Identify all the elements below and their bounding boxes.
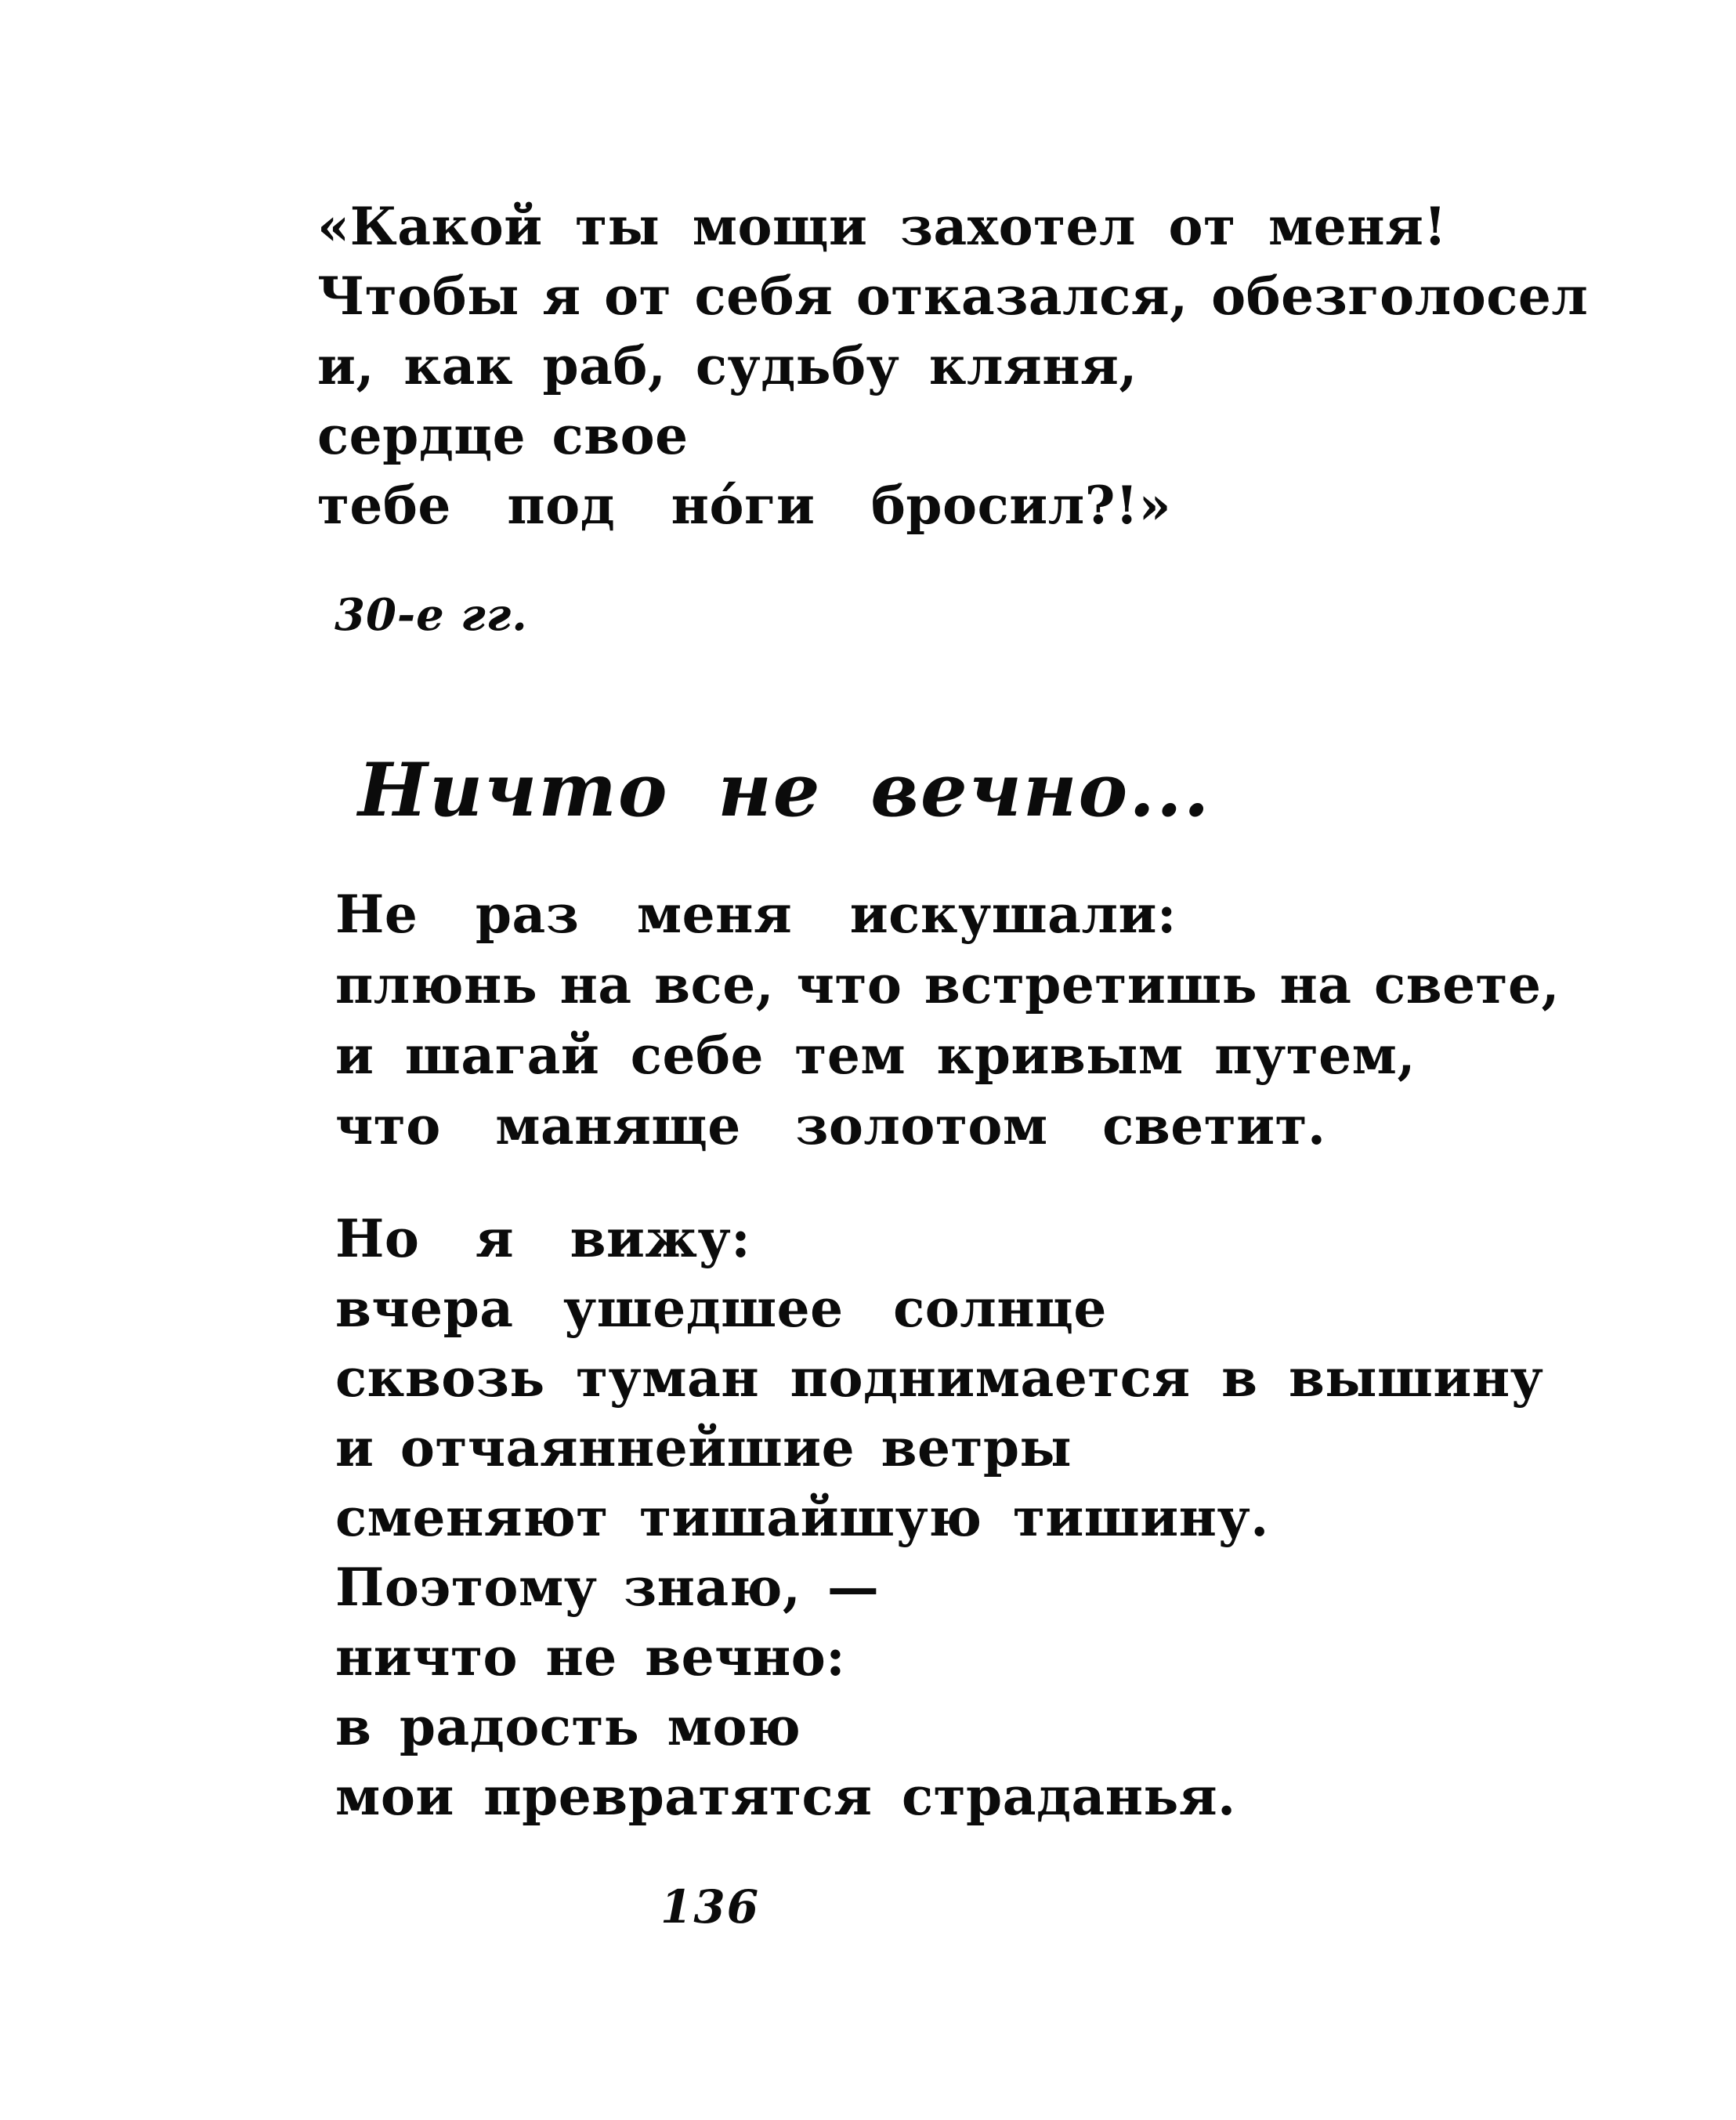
poem-line: и, как раб, судьбу кляня, [317, 335, 1137, 396]
poem-title: Ничто не вечно... [358, 747, 1211, 834]
poem-line: плюнь на все, что встретишь на свете, [335, 954, 1560, 1015]
poem-line: «Какой ты мощи захотел от меня! [317, 196, 1447, 257]
poem-line: Не раз меня искушали: [335, 884, 1177, 945]
poem-line: вчера ушедшее солнце [335, 1278, 1107, 1339]
poem-line: мои превратятся страданья. [335, 1766, 1236, 1827]
poem-line: сквозь туман поднимается в вышину [335, 1348, 1544, 1409]
poem-line: и шагай себе тем кривым путем, [335, 1025, 1416, 1086]
poem-line: тебе под но́ги бросил?!» [317, 475, 1172, 536]
poem-stanza-1 [335, 879, 1560, 1161]
poem-line: сердце свое [317, 405, 689, 466]
epigraph-stanza [317, 192, 1588, 541]
poem-line: Чтобы я от себя отказался, обезголосел [317, 266, 1589, 327]
epigraph-date: 30-е гг. [335, 589, 528, 641]
page-number: 136 [660, 1880, 761, 1934]
poem-line: что маняще золотом светит. [335, 1095, 1326, 1156]
poem-line: Поэтому знаю, — [335, 1557, 880, 1618]
poem-line: Но я вижу: [335, 1208, 751, 1269]
poem-stanza-2 [335, 1204, 1543, 1832]
poem-line: в радость мою [335, 1696, 801, 1757]
poem-line: ничто не вечно: [335, 1626, 846, 1688]
poem-line: сменяют тишайшую тишину. [335, 1487, 1269, 1548]
poem-line: и отчаяннейшие ветры [335, 1417, 1072, 1478]
